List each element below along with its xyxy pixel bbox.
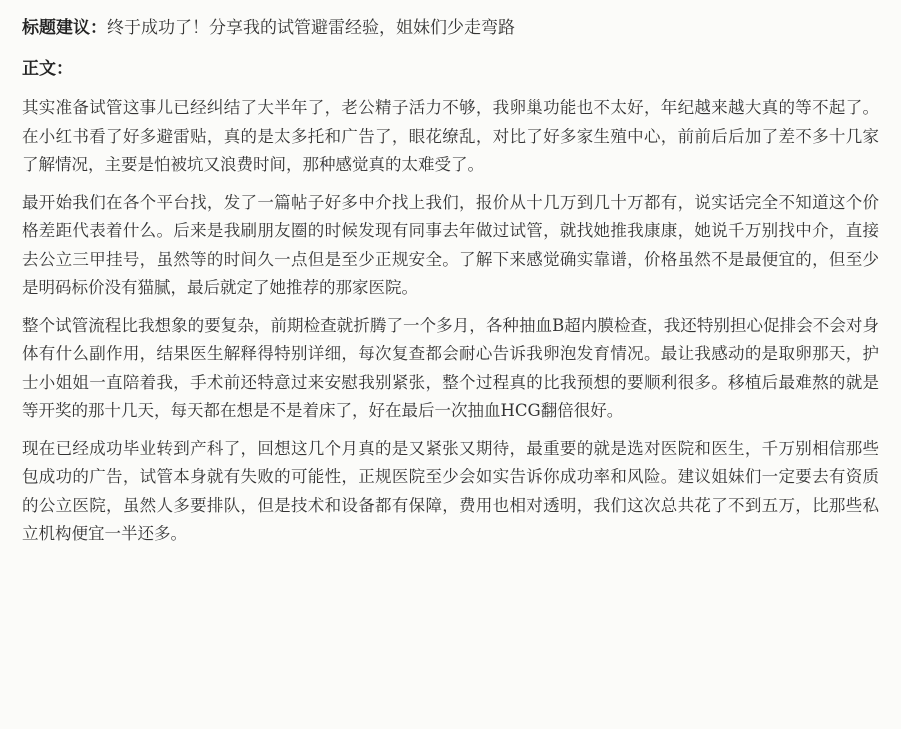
title-suggestion [22, 14, 879, 42]
title-text: 终于成功了！分享我的试管避雷经验，姐妹们少走弯路 [107, 18, 515, 38]
title-label: 标题建议： [22, 18, 107, 38]
body-heading [22, 55, 879, 83]
paragraph: 整个试管流程比我想象的要复杂，前期检查就折腾了一个多月，各种抽血B超内膜检查，我还特别担心促排会不会对身体有什么副作用，结果医生解释得特别详细，每次复查都会耐心告诉我卵泡发育情况。最让我感动的是取卵那天，护士小姐姐一直陪着我，手术前还特意过来安慰我别紧张，整个过程真的比我预想的要顺利很多。移植后最难熬的就是等开奖的那十几天，每天都在想是不是着床了，好在最后一次抽血HCG翻倍很好。 [22, 315, 879, 420]
paragraph: 其实准备试管这事儿已经纠结了大半年了，老公精子活力不够，我卵巢功能也不太好，年纪越来越大真的等不起了。在小红书看了好多避雷贴，真的是太多托和广告了，眼花缭乱，对比了好多家生殖中心，前前后后加了差不多十几家了解情况，主要是怕被坑又浪费时间，那种感觉真的太难受了。 [22, 98, 879, 174]
paragraph: 最开始我们在各个平台找，发了一篇帖子好多中介找上我们，报价从十几万到几十万都有，说实话完全不知道这个价格差距代表着什么。后来是我刷朋友圈的时候发现有同事去年做过试管，就找她推我康康，她说千万别找中介，直接去公立三甲挂号，虽然等的时间久一点但是至少正规安全。了解下来感觉确实靠谱，价格虽然不是最便宜的，但至少是明码标价没有猫腻，最后就定了她推荐的那家医院。 [22, 192, 879, 297]
body-label: 正文： [22, 59, 73, 79]
paragraph: 现在已经成功毕业转到产科了，回想这几个月真的是又紧张又期待，最重要的就是选对医院和医生，千万别相信那些包成功的广告，试管本身就有失败的可能性，正规医院至少会如实告诉你成功率和风险。建议姐妹们一定要去有资质的公立医院，虽然人多要排队，但是技术和设备都有保障，费用也相对透明，我们这次总共花了不到五万，比那些私立机构便宜一半还多。 [22, 438, 879, 543]
